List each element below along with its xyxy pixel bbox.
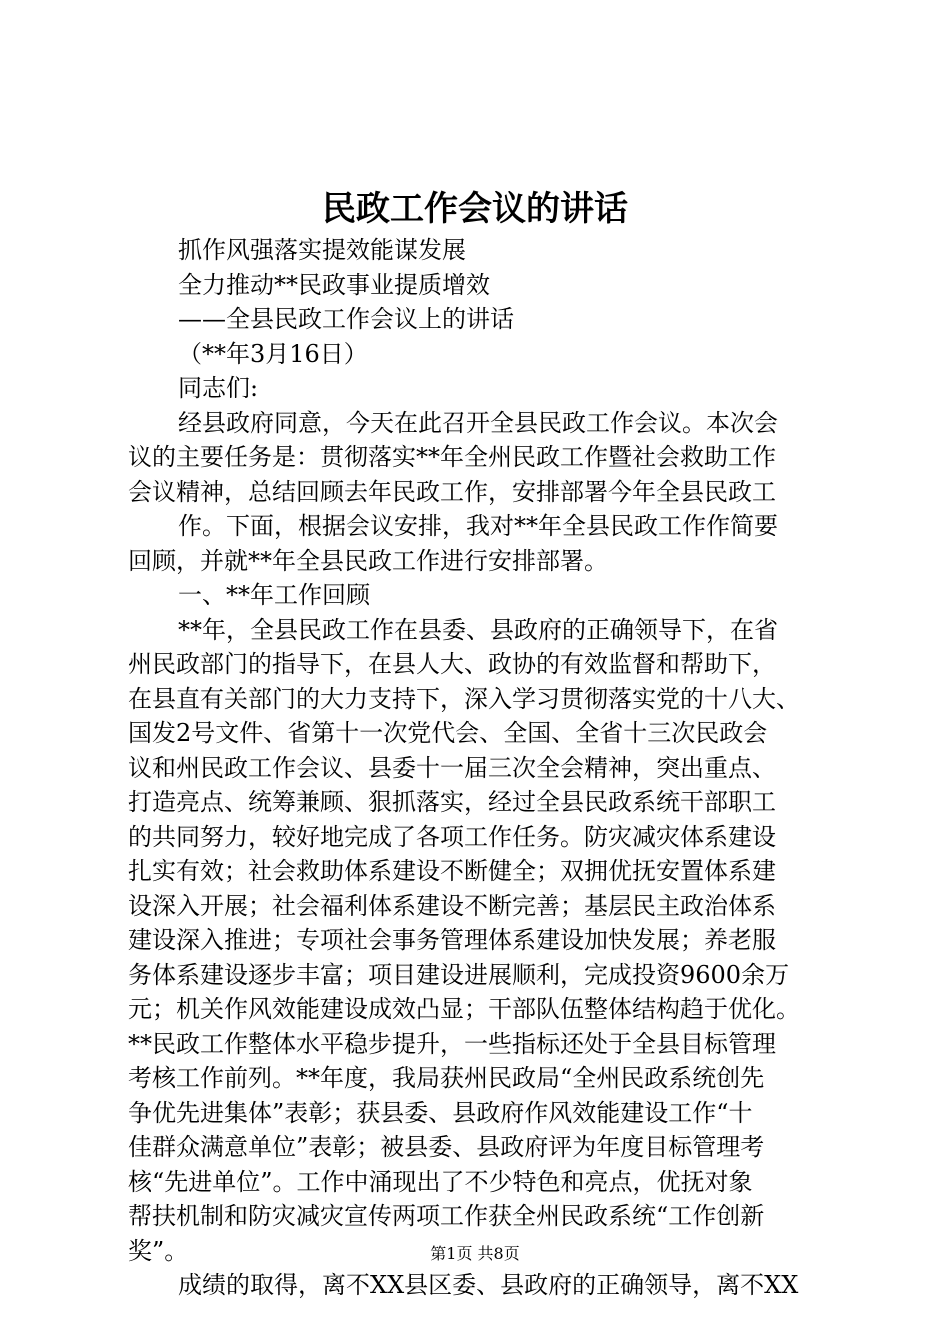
text-line: 争优先进集体”表彰；获县委、县政府作风效能建设工作“十 bbox=[128, 1098, 753, 1127]
text-line: 考核工作前列。**年度，我局获州民政局“全州民政系统创先 bbox=[128, 1064, 765, 1092]
text-line: 打造亮点、统筹兼顾、狠抓落实，经过全县民政系统干部职工 bbox=[128, 788, 776, 816]
text-line: **民政工作整体水平稳步提升，一些指标还处于全县目标管理 bbox=[128, 1029, 776, 1058]
text-line: 务体系建设逐步丰富；项目建设进展顺利，完成投资9600余万 bbox=[128, 960, 790, 989]
text-line: 在县直有关部门的大力支持下，深入学习贯彻落实党的十八大、 bbox=[128, 684, 800, 713]
page-footer: 第1页 共8页 bbox=[430, 1244, 520, 1263]
document-body bbox=[128, 233, 828, 1303]
text-line: 全力推动**民政事业提质增效 bbox=[178, 270, 490, 299]
text-line: 议的主要任务是：贯彻落实**年全州民政工作暨社会救助工作 bbox=[128, 443, 776, 471]
text-line: 一、**年工作回顾 bbox=[178, 581, 370, 609]
text-line: 建设深入推进；专项社会事务管理体系建设加快发展；养老服 bbox=[128, 926, 776, 954]
text-line: 回顾，并就**年全县民政工作进行安排部署。 bbox=[128, 546, 608, 575]
text-line: 设深入开展；社会福利体系建设不断完善；基层民主政治体系 bbox=[128, 891, 776, 920]
document-title: 民政工作会议的讲话 bbox=[322, 189, 628, 229]
text-line: 议和州民政工作会议、县委十一届三次全会精神，突出重点、 bbox=[128, 753, 776, 782]
text-line: **年，全县民政工作在县委、县政府的正确领导下，在省 bbox=[178, 615, 778, 644]
text-line: 成绩的取得，离不XX县区委、县政府的正确领导，离不XX bbox=[178, 1271, 799, 1299]
text-line: 同志们: bbox=[178, 374, 259, 402]
text-line: 国发2号文件、省第十一次党代会、全国、全省十三次民政会 bbox=[128, 719, 768, 747]
text-line: 经县政府同意，今天在此召开全县民政工作会议。本次会 bbox=[178, 408, 778, 437]
text-line: 佳群众满意单位”表彰；被县委、县政府评为年度目标管理考 bbox=[128, 1133, 765, 1161]
text-line: 扎实有效；社会救助体系建设不断健全；双拥优抚安置体系建 bbox=[128, 857, 776, 885]
text-line: 奖”。 bbox=[128, 1236, 189, 1265]
text-line: ——全县民政工作会议上的讲话 bbox=[178, 305, 514, 333]
text-line: 的共同努力，较好地完成了各项工作任务。防灾减灾体系建设 bbox=[128, 822, 776, 851]
text-line: 核“先进单位”。工作中涌现出了不少特色和亮点，优抚对象 bbox=[128, 1167, 753, 1196]
text-line: 帮扶机制和防灾减灾宣传两项工作获全州民政系统“工作创新 bbox=[128, 1202, 765, 1230]
text-line: 元；机关作风效能建设成效凸显；干部队伍整体结构趋于优化。 bbox=[128, 995, 800, 1023]
text-line: 抓作风强落实提效能谋发展 bbox=[178, 236, 466, 264]
text-line: 会议精神，总结回顾去年民政工作，安排部署今年全县民政工 bbox=[128, 477, 776, 506]
text-line: 州民政部门的指导下，在县人大、政协的有效监督和帮助下， bbox=[128, 650, 776, 678]
text-line: （**年3月16日） bbox=[178, 339, 368, 368]
text-line: 作。下面，根据会议安排，我对**年全县民政工作作简要 bbox=[178, 512, 778, 540]
